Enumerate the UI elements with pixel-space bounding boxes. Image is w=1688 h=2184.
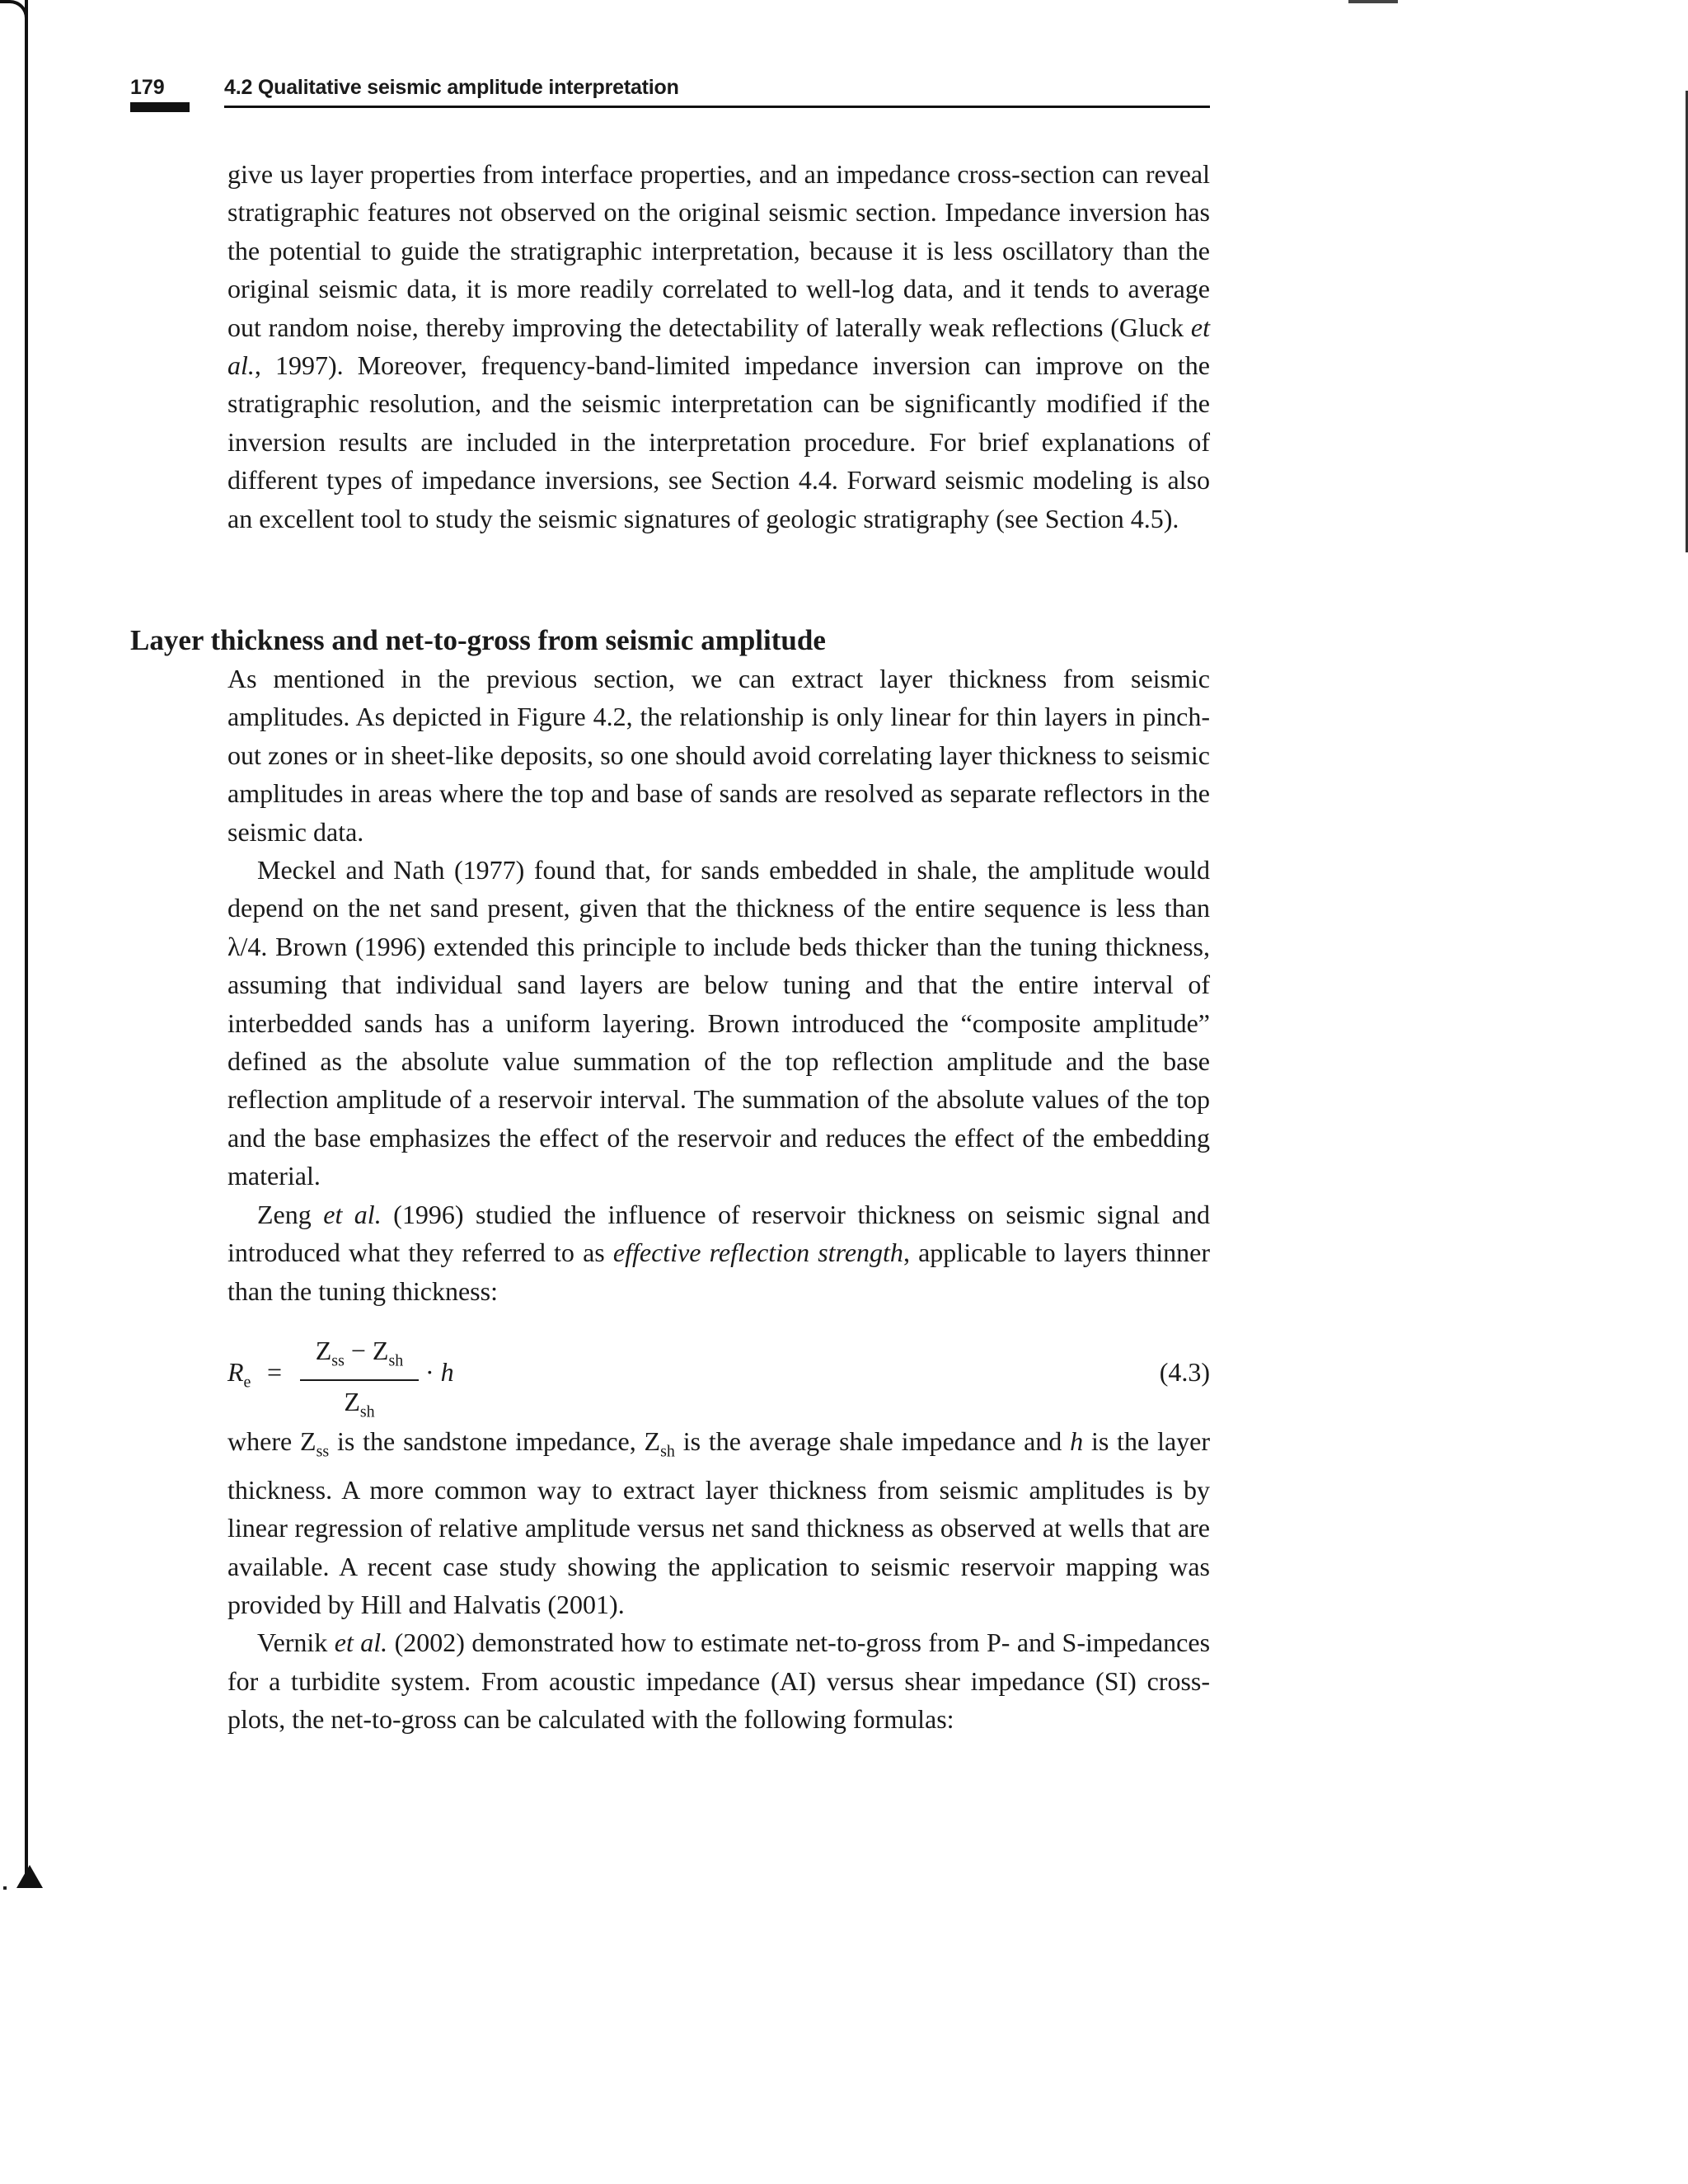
equation-4-3 xyxy=(227,1334,1210,1421)
paragraph-4-subscript-sh: sh xyxy=(660,1442,675,1461)
page-number-bar xyxy=(130,102,190,112)
paragraph-4-text: where Z xyxy=(227,1426,316,1456)
equation-fraction xyxy=(300,1334,419,1429)
paragraph-3 xyxy=(227,1195,1210,1310)
numerator-z1-subscript: ss xyxy=(331,1351,345,1370)
paragraph-5-etal: et al. xyxy=(334,1627,388,1658)
post-equation-section xyxy=(227,1422,1210,1739)
paragraph-4-subscript-ss: ss xyxy=(316,1442,330,1461)
scan-border-left xyxy=(25,0,28,1888)
numerator-z2-subscript: sh xyxy=(388,1351,404,1370)
numerator-minus: − xyxy=(344,1336,373,1365)
intro-paragraph xyxy=(227,155,1210,538)
equation-dot: · xyxy=(425,1357,441,1387)
intro-text: give us layer properties from interface properties, and an impedance cross-section can reveal stratigraphic features not observed on the original seismic section. Impedance inversion has the potential to guide the stratigraphic interpretation, because it is less oscillatory than the original seismic data, it is more readily correlated to well-log data, and it tends to average out random noise, thereby improving the detectability of laterally weak reflections (Gluck xyxy=(227,159,1210,342)
equation-equals: = xyxy=(267,1357,283,1387)
equation-lhs xyxy=(227,1357,251,1392)
equation-number: (4.3) xyxy=(1159,1357,1210,1387)
page-number: 179 xyxy=(130,76,165,99)
running-section-title: 4.2 Qualitative seismic amplitude interpretation xyxy=(224,76,679,99)
numerator-z1: Z xyxy=(315,1336,332,1365)
paragraph-3-term: effective reflection strength xyxy=(612,1238,903,1268)
scan-dot-mark xyxy=(3,1886,7,1890)
header-rule xyxy=(224,106,1210,108)
intro-text-after: , 1997). Moreover, frequency-band-limited impedance inversion can improve on the stratigraphic resolution, and the seismic interpretation can be significantly modified if the inversion results are included in the interpretation procedure. For brief explanations of different types of impedance inversions, see Section 4.4. Forward seismic modeling is also an excellent tool to study the seismic signatures of geologic stratigraphy (see Section 4.5). xyxy=(227,350,1210,533)
scan-arrow-mark xyxy=(16,1865,43,1888)
paragraph-3-text-c: , applicable to layers thinner than the tuning thickness: xyxy=(227,1238,1211,1306)
equation-tail xyxy=(425,1357,454,1388)
fraction-bar xyxy=(300,1379,419,1381)
equation-lhs-symbol: R xyxy=(227,1357,244,1387)
paragraph-1: As mentioned in the previous section, we can extract layer thickness from seismic amplitudes. As depicted in Figure 4.2, the relationship is only linear for thin layers in pinch-out zones or in sheet-like deposits, so one should avoid correlating layer thickness to seismic amplitudes in areas where the top and base of sands are resolved as separate reflectors in the seismic data. xyxy=(227,664,1210,847)
running-head xyxy=(130,74,1210,132)
scan-mark xyxy=(1348,0,1398,3)
equation-lhs-subscript: e xyxy=(243,1373,251,1392)
paragraph-3-text: Zeng xyxy=(257,1199,324,1229)
paragraph-2: Meckel and Nath (1977) found that, for sands embedded in shale, the amplitude would depend on the net sand present, given that the thickness of the entire sequence is less than λ/4. Brown (1996) extended this principle to include beds thicker than the tuning thickness, assuming that individual sand layers are below tuning and that the entire interval of interbedded sands has a uniform layering. Brown introduced the “composite amplitude” defined as the absolute value summation of the top reflection amplitude and the base reflection amplitude of a reservoir interval. The summation of the absolute values of the top and the base emphasizes the effect of the reservoir and reduces the effect of the embedding material. xyxy=(227,855,1210,1191)
paragraph-5-text: Vernik xyxy=(257,1627,335,1658)
intro-paragraph-block xyxy=(227,155,1210,538)
paragraph-3-text-b: (1996) studied the influence of reservoir thickness on seismic signal and introduced what they referred to as xyxy=(227,1199,1211,1268)
paragraph-4 xyxy=(227,1422,1210,1623)
denominator-z: Z xyxy=(344,1387,360,1417)
equation-h: h xyxy=(440,1357,454,1387)
paragraph-4-text-d: is the layer thickness. A more common way to extract layer thickness from seismic amplitudes is by linear regression of relative amplitude versus net sand thickness as observed at wells that are available. A recent case study showing the application to seismic reservoir mapping was provided by Hill and Halvatis (2001). xyxy=(227,1426,1211,1620)
paragraph-4-text-b: is the sandstone impedance, Z xyxy=(329,1426,661,1456)
equation-numerator xyxy=(300,1334,419,1377)
numerator-z2: Z xyxy=(372,1336,389,1365)
paragraph-5-text-b: (2002) demonstrated how to estimate net-to-gross from P- and S-impedances for a turbidite system. From acoustic impedance (AI) versus shear impedance (SI) cross-plots, the net-to-gross can be calculated with the following formulas: xyxy=(227,1627,1211,1735)
denominator-z-subscript: sh xyxy=(359,1402,375,1421)
intro-citation-etal: et al. xyxy=(227,312,1210,381)
section-heading: Layer thickness and net-to-gross from seismic amplitude xyxy=(130,624,826,656)
paragraph-3-etal: et al. xyxy=(323,1199,382,1229)
scan-border-corner xyxy=(0,0,28,18)
paragraph-4-text-c: is the average shale impedance and xyxy=(674,1426,1071,1456)
layer-thickness-section xyxy=(227,660,1210,1310)
paragraph-5 xyxy=(227,1623,1210,1738)
paragraph-4-h: h xyxy=(1070,1426,1084,1456)
